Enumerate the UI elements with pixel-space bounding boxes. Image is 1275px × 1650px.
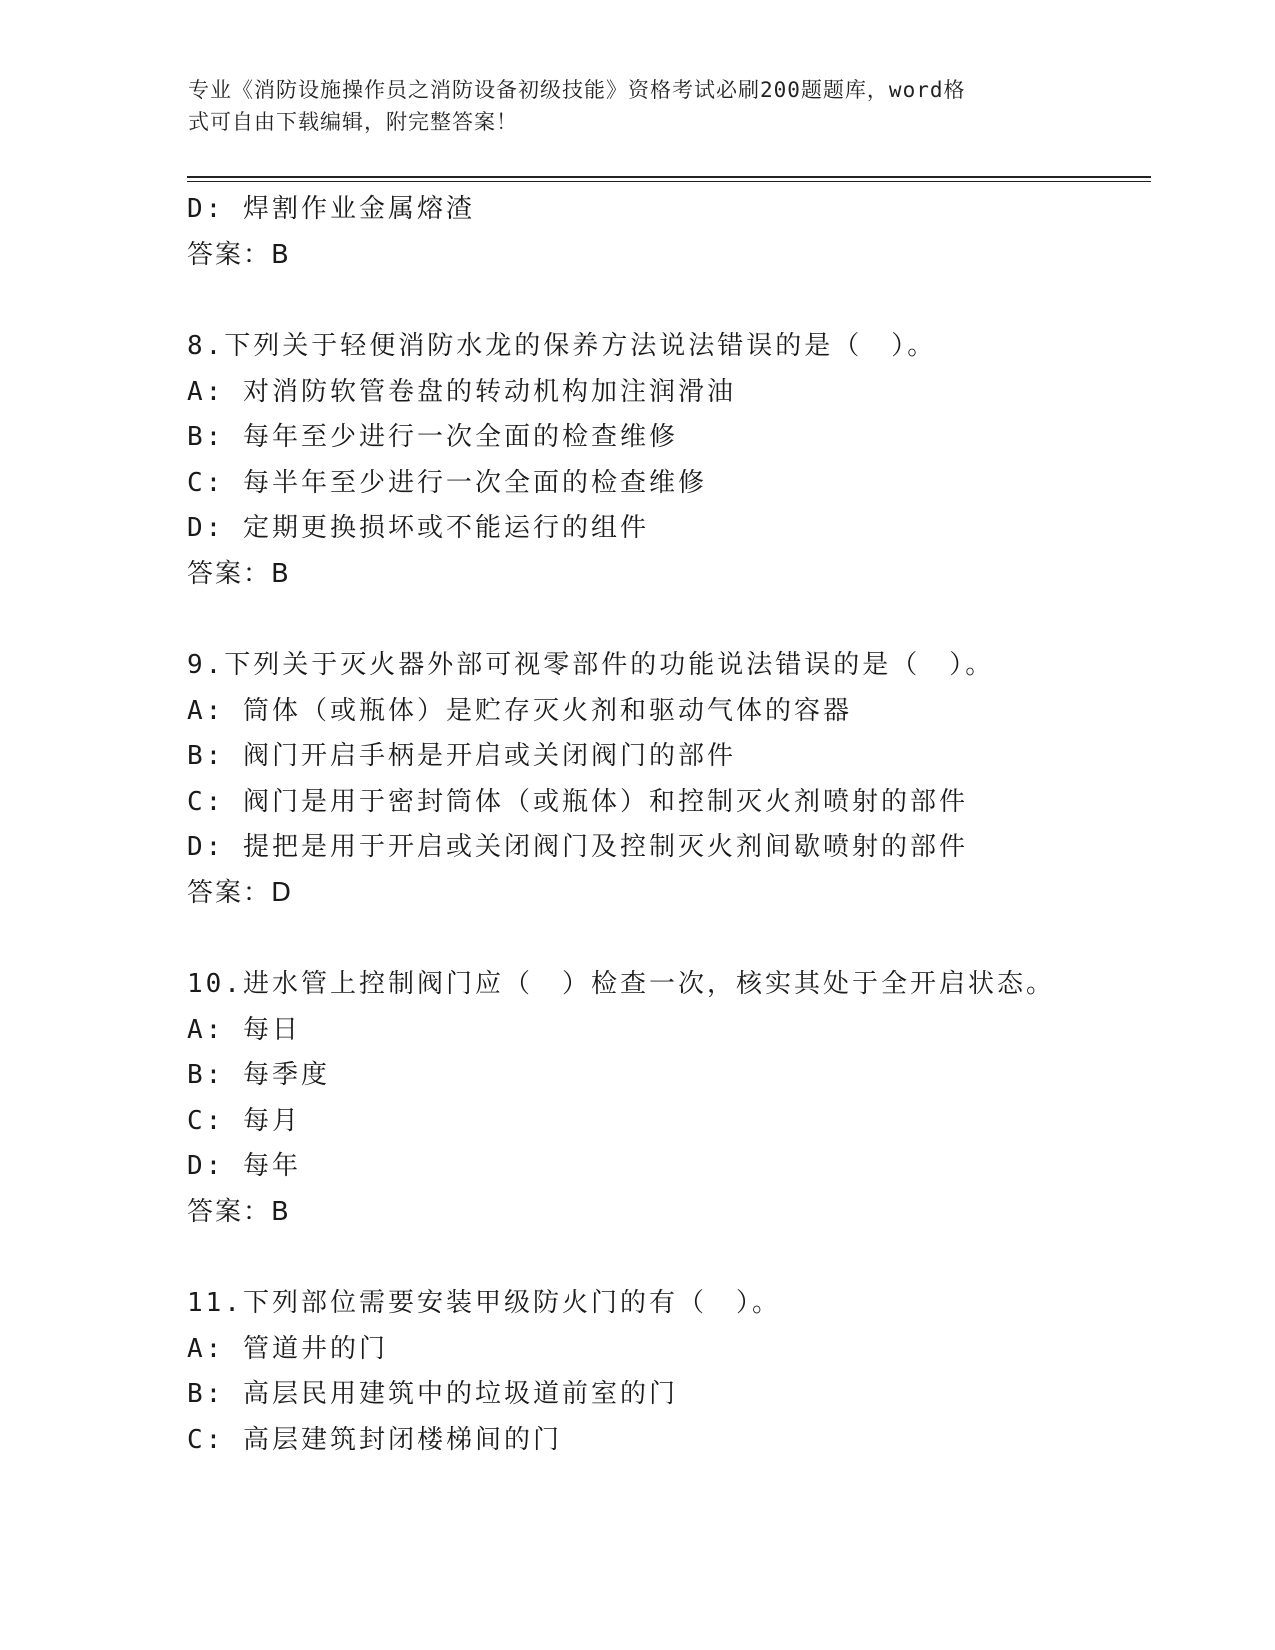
header-divider-thin (187, 181, 1151, 182)
option-a: A: 每日 (187, 1014, 301, 1045)
answer-line: 答案：D (187, 877, 294, 908)
option-a: A: 管道井的门 (187, 1333, 388, 1364)
header-line-1: 专业《消防设施操作员之消防设备初级技能》资格考试必刷200题题库，word格 (188, 78, 966, 102)
answer-line: 答案：B (187, 1196, 291, 1227)
option-d: D: 定期更换损坏或不能运行的组件 (187, 513, 649, 543)
spacer (187, 1235, 1167, 1281)
option-a: A: 筒体（或瓶体）是贮存灭火剂和驱动气体的容器 (187, 695, 852, 726)
option-d: D: 每年 (187, 1151, 301, 1181)
question-stem: 9.下列关于灭火器外部可视零部件的功能说法错误的是（ ）。 (187, 650, 995, 680)
question-9 (187, 643, 1167, 916)
question-stem: 11.下列部位需要安装甲级防火门的有（ ）。 (187, 1288, 781, 1318)
spacer (187, 916, 1167, 962)
option-b: B: 高层民用建筑中的垃圾道前室的门 (187, 1379, 678, 1409)
question-10 (187, 962, 1167, 1235)
answer-line: 答案：B (187, 239, 291, 270)
spacer (187, 597, 1167, 643)
option-c: C: 每月 (187, 1105, 301, 1136)
question-stem: 8.下列关于轻便消防水龙的保养方法说法错误的是（ ）。 (187, 331, 937, 361)
option-b: B: 每季度 (187, 1060, 330, 1090)
document-header (188, 74, 1088, 138)
question-list (187, 187, 1167, 1463)
question-stem: 10.进水管上控制阀门应（ ）检查一次，核实其处于全开启状态。 (187, 969, 1055, 999)
option-b: B: 每年至少进行一次全面的检查维修 (187, 422, 678, 452)
option-b: B: 阀门开启手柄是开启或关闭阀门的部件 (187, 741, 736, 771)
option-c: C: 高层建筑封闭楼梯间的门 (187, 1424, 562, 1455)
question-8 (187, 324, 1167, 597)
option-c: C: 每半年至少进行一次全面的检查维修 (187, 467, 707, 498)
question-7-continuation (187, 187, 1167, 278)
answer-line: 答案：B (187, 558, 291, 589)
header-line-2: 式可自由下载编辑，附完整答案！ (188, 110, 518, 134)
option-d: D: 焊割作业金属熔渣 (187, 194, 475, 224)
spacer (187, 278, 1167, 324)
option-c: C: 阀门是用于密封筒体（或瓶体）和控制灭火剂喷射的部件 (187, 786, 968, 817)
question-11 (187, 1281, 1167, 1463)
option-a: A: 对消防软管卷盘的转动机构加注润滑油 (187, 376, 736, 407)
header-divider-thick (187, 176, 1151, 178)
option-d: D: 提把是用于开启或关闭阀门及控制灭火剂间歇喷射的部件 (187, 832, 968, 862)
